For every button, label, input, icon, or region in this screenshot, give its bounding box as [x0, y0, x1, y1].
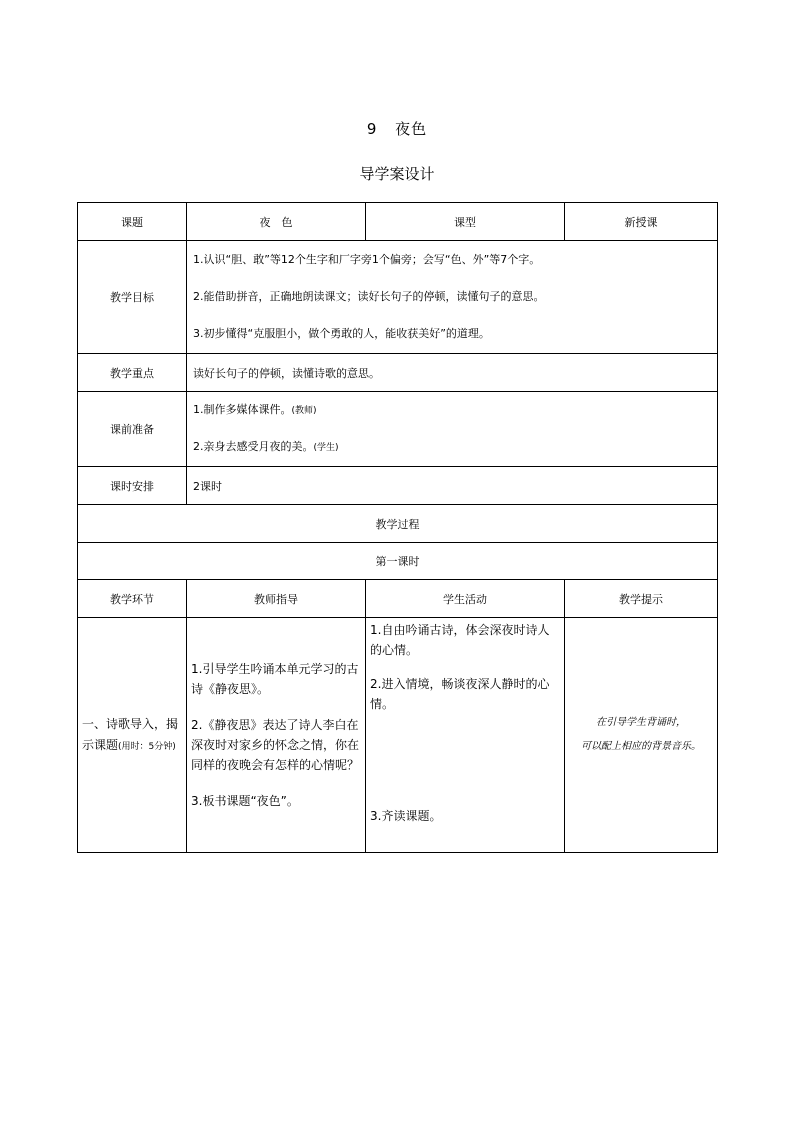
prep-item [193, 440, 717, 455]
key-point-label: 教学重点 [78, 354, 187, 392]
step1-stage [78, 618, 187, 853]
key-point-value: 读好长句子的停顿，读懂诗歌的意思。 [187, 354, 718, 392]
student-item: 1.自由吟诵古诗，体会深夜时诗人的心情。 [370, 623, 550, 657]
step1-student [366, 618, 565, 853]
objectives-cell [187, 241, 718, 354]
hint-line: 在引导学生背诵时， [596, 717, 686, 728]
objective-item: 1.认识“胆、敢”等12个生字和厂字旁1个偏旁；会写“色、外”等7个字。 [193, 253, 541, 266]
process-heading: 教学过程 [78, 505, 718, 543]
objectives-label: 教学目标 [78, 241, 187, 354]
student-item: 3.齐读课题。 [370, 809, 442, 823]
hint-line: 可以配上相应的背景音乐。 [581, 741, 701, 752]
page-subtitle: 导学案设计 [359, 165, 435, 183]
step1-row [78, 618, 718, 853]
objectives-row [78, 241, 718, 354]
key-point-row [78, 354, 718, 392]
process-heading-row [78, 505, 718, 543]
col-stage: 教学环节 [78, 580, 187, 618]
lesson-title: 夜色 [395, 120, 428, 138]
schedule-row [78, 467, 718, 505]
step1-stage-time: (用时：5分钟) [118, 741, 176, 752]
topic-value: 夜 色 [187, 203, 366, 241]
lesson-plan-table [77, 202, 718, 853]
period-row [78, 543, 718, 580]
lesson-number: 9 [366, 120, 378, 138]
objective-item: 3.初步懂得“克服胆小，做个勇敢的人，能收获美好”的道理。 [193, 327, 490, 340]
step1-stage-main: 一、诗歌导入，揭示课题 [82, 716, 179, 752]
type-value: 新授课 [565, 203, 718, 241]
prep-label: 课前准备 [78, 392, 187, 467]
col-hint: 教学提示 [565, 580, 718, 618]
lesson-title-line [0, 118, 794, 139]
type-label: 课型 [366, 203, 565, 241]
topic-row [78, 203, 718, 241]
teacher-item: 3.板书课题“夜色”。 [191, 794, 299, 808]
prep-item [193, 403, 717, 418]
prep-item-who: (学生) [313, 443, 339, 453]
prep-row [78, 392, 718, 467]
topic-label: 课题 [78, 203, 187, 241]
process-columns-row [78, 580, 718, 618]
teacher-item: 2.《静夜思》表达了诗人李白在深夜时对家乡的怀念之情，你在同样的夜晚会有怎样的心情呢？ [191, 718, 360, 772]
student-item: 2.进入情境，畅谈夜深人静时的心情。 [370, 677, 550, 711]
teacher-item: 1.引导学生吟诵本单元学习的古诗《静夜思》。 [191, 662, 359, 696]
schedule-label: 课时安排 [78, 467, 187, 505]
prep-cell [187, 392, 718, 467]
step1-hint [565, 618, 718, 853]
prep-item-who: (教师) [291, 406, 317, 416]
col-teacher: 教师指导 [187, 580, 366, 618]
prep-item-text: 2.亲身去感受月夜的美。 [193, 440, 314, 453]
step1-teacher [187, 618, 366, 853]
period-heading: 第一课时 [78, 543, 718, 580]
prep-item-text: 1.制作多媒体课件。 [193, 403, 292, 416]
objective-item: 2.能借助拼音，正确地朗读课文；读好长句子的停顿，读懂句子的意思。 [193, 290, 545, 303]
col-student: 学生活动 [366, 580, 565, 618]
schedule-value: 2课时 [187, 467, 718, 505]
